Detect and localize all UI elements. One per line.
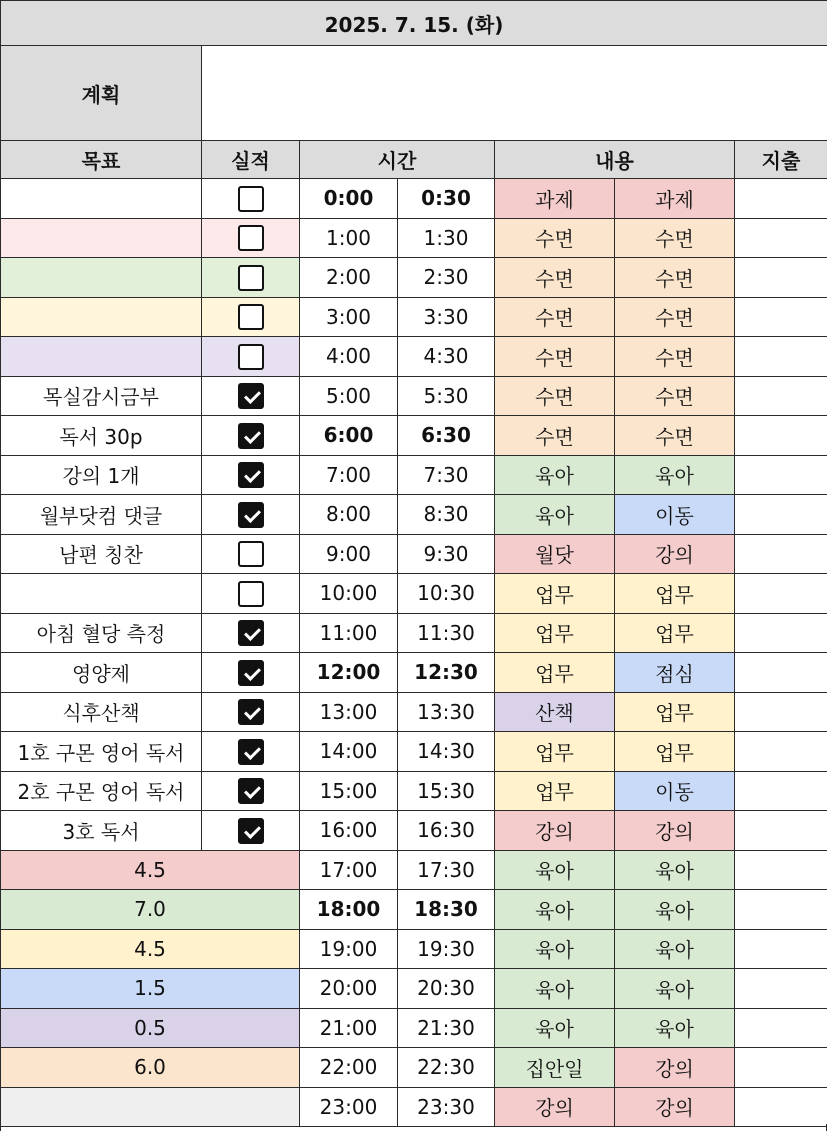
header-content: 내용 <box>495 141 735 179</box>
time-half: 19:30 <box>398 929 495 969</box>
time-start: 7:00 <box>300 455 398 495</box>
expense-cell[interactable] <box>735 258 827 298</box>
goal-cell[interactable]: 3호 독서 <box>1 811 202 851</box>
content-second-half[interactable]: 과제 <box>615 179 735 219</box>
content-second-half[interactable]: 이동 <box>615 771 735 811</box>
result-cell <box>202 574 300 614</box>
time-start: 6:00 <box>300 416 398 456</box>
time-start: 10:00 <box>300 574 398 614</box>
time-half: 15:30 <box>398 771 495 811</box>
expense-cell[interactable] <box>735 534 827 574</box>
category-total <box>1 1087 300 1127</box>
expense-cell[interactable] <box>735 297 827 337</box>
content-second-half[interactable]: 강의 <box>615 811 735 851</box>
checked-checkbox[interactable] <box>238 818 264 844</box>
goal-cell[interactable] <box>1 297 202 337</box>
time-half: 8:30 <box>398 495 495 535</box>
content-second-half[interactable]: 수면 <box>615 258 735 298</box>
time-start: 4:00 <box>300 337 398 377</box>
result-cell <box>202 179 300 219</box>
table-row <box>1 811 827 851</box>
time-half: 6:30 <box>398 416 495 456</box>
content-second-half[interactable]: 육아 <box>615 969 735 1009</box>
content-first-half[interactable]: 업무 <box>495 613 615 653</box>
result-cell <box>202 771 300 811</box>
unchecked-checkbox[interactable] <box>238 581 264 607</box>
category-total: 0.5 <box>1 1008 300 1048</box>
time-start: 15:00 <box>300 771 398 811</box>
goal-cell[interactable]: 1호 구몬 영어 독서 <box>1 732 202 772</box>
content-second-half[interactable]: 점심 <box>615 653 735 693</box>
expense-cell[interactable] <box>735 929 827 969</box>
content-first-half[interactable]: 산책 <box>495 692 615 732</box>
result-cell <box>202 495 300 535</box>
table-row <box>1 297 827 337</box>
expense-cell[interactable] <box>735 179 827 219</box>
time-start: 18:00 <box>300 890 398 930</box>
content-first-half[interactable]: 수면 <box>495 376 615 416</box>
time-half: 3:30 <box>398 297 495 337</box>
time-half: 14:30 <box>398 732 495 772</box>
time-start: 13:00 <box>300 692 398 732</box>
time-start: 9:00 <box>300 534 398 574</box>
content-first-half[interactable]: 수면 <box>495 337 615 377</box>
time-start: 11:00 <box>300 613 398 653</box>
content-first-half[interactable]: 강의 <box>495 811 615 851</box>
time-start: 0:00 <box>300 179 398 219</box>
result-cell <box>202 258 300 298</box>
result-cell <box>202 376 300 416</box>
expense-cell[interactable] <box>735 495 827 535</box>
result-cell <box>202 653 300 693</box>
content-second-half[interactable]: 강의 <box>615 534 735 574</box>
content-first-half[interactable]: 업무 <box>495 574 615 614</box>
goal-cell[interactable]: 월부닷컴 댓글 <box>1 495 202 535</box>
expense-cell[interactable] <box>735 1048 827 1088</box>
content-first-half[interactable]: 육아 <box>495 850 615 890</box>
content-second-half[interactable]: 업무 <box>615 692 735 732</box>
table-row <box>1 692 827 732</box>
content-second-half[interactable]: 육아 <box>615 1008 735 1048</box>
content-second-half[interactable]: 업무 <box>615 574 735 614</box>
table-row <box>1 771 827 811</box>
unchecked-checkbox[interactable] <box>238 344 264 370</box>
expense-cell[interactable] <box>735 969 827 1009</box>
goal-cell[interactable]: 독서 30p <box>1 416 202 456</box>
expense-cell[interactable] <box>735 455 827 495</box>
table-row <box>1 337 827 377</box>
table-row <box>1 416 827 456</box>
time-half: 12:30 <box>398 653 495 693</box>
goal-cell[interactable]: 남편 칭찬 <box>1 534 202 574</box>
content-first-half[interactable]: 수면 <box>495 218 615 258</box>
checked-checkbox[interactable] <box>238 699 264 725</box>
time-half: 1:30 <box>398 218 495 258</box>
result-cell <box>202 732 300 772</box>
content-first-half[interactable]: 월닷 <box>495 534 615 574</box>
content-second-half[interactable]: 육아 <box>615 929 735 969</box>
time-start: 14:00 <box>300 732 398 772</box>
time-half: 4:30 <box>398 337 495 377</box>
time-half: 5:30 <box>398 376 495 416</box>
time-half: 7:30 <box>398 455 495 495</box>
goal-cell[interactable]: 아침 혈당 측정 <box>1 613 202 653</box>
time-start: 12:00 <box>300 653 398 693</box>
content-first-half[interactable]: 과제 <box>495 179 615 219</box>
goal-cell[interactable] <box>1 337 202 377</box>
time-half: 10:30 <box>398 574 495 614</box>
plan-label: 계획 <box>1 46 202 141</box>
expense-cell[interactable] <box>735 613 827 653</box>
time-half: 21:30 <box>398 1008 495 1048</box>
checked-checkbox[interactable] <box>238 423 264 449</box>
result-cell <box>202 692 300 732</box>
content-first-half[interactable]: 업무 <box>495 771 615 811</box>
content-second-half[interactable]: 수면 <box>615 337 735 377</box>
result-cell <box>202 218 300 258</box>
table-row <box>1 534 827 574</box>
result-cell <box>202 455 300 495</box>
content-first-half[interactable]: 수면 <box>495 416 615 456</box>
content-second-half[interactable]: 업무 <box>615 732 735 772</box>
table-row <box>1 495 827 535</box>
category-total: 1.5 <box>1 969 300 1009</box>
time-half: 17:30 <box>398 850 495 890</box>
checked-checkbox[interactable] <box>238 383 264 409</box>
goal-cell[interactable] <box>1 218 202 258</box>
result-cell <box>202 337 300 377</box>
expense-cell[interactable] <box>735 692 827 732</box>
time-start: 23:00 <box>300 1087 398 1127</box>
time-start: 2:00 <box>300 258 398 298</box>
time-start: 19:00 <box>300 929 398 969</box>
unchecked-checkbox[interactable] <box>238 225 264 251</box>
table-row <box>1 455 827 495</box>
content-second-half[interactable]: 육아 <box>615 455 735 495</box>
category-total: 6.0 <box>1 1048 300 1088</box>
header-result: 실적 <box>202 141 300 179</box>
summary-row <box>1 890 827 930</box>
table-row <box>1 574 827 614</box>
content-first-half[interactable]: 육아 <box>495 969 615 1009</box>
checked-checkbox[interactable] <box>238 502 264 528</box>
expense-cell[interactable] <box>735 771 827 811</box>
table-row <box>1 653 827 693</box>
content-second-half[interactable]: 수면 <box>615 218 735 258</box>
content-first-half[interactable]: 육아 <box>495 455 615 495</box>
table-row <box>1 732 827 772</box>
table-row <box>1 179 827 219</box>
table-row <box>1 258 827 298</box>
goal-cell[interactable]: 강의 1개 <box>1 455 202 495</box>
checked-checkbox[interactable] <box>238 739 264 765</box>
expense-cell[interactable] <box>735 850 827 890</box>
checked-checkbox[interactable] <box>238 620 264 646</box>
time-start: 16:00 <box>300 811 398 851</box>
expense-cell[interactable] <box>735 1087 827 1127</box>
header-time: 시간 <box>300 141 495 179</box>
content-second-half[interactable]: 업무 <box>615 613 735 653</box>
summary-row <box>1 1048 827 1088</box>
goal-cell[interactable] <box>1 179 202 219</box>
result-cell <box>202 811 300 851</box>
category-total: 7.0 <box>1 890 300 930</box>
expense-cell[interactable] <box>735 574 827 614</box>
content-second-half[interactable]: 강의 <box>615 1048 735 1088</box>
result-cell <box>202 416 300 456</box>
time-half: 18:30 <box>398 890 495 930</box>
expense-cell[interactable] <box>735 732 827 772</box>
time-half: 23:30 <box>398 1087 495 1127</box>
expense-cell[interactable] <box>735 890 827 930</box>
goal-cell[interactable]: 2호 구몬 영어 독서 <box>1 771 202 811</box>
time-start: 8:00 <box>300 495 398 535</box>
time-half: 0:30 <box>398 179 495 219</box>
expense-cell[interactable] <box>735 337 827 377</box>
content-first-half[interactable]: 수면 <box>495 258 615 298</box>
table-row <box>1 218 827 258</box>
content-second-half[interactable]: 육아 <box>615 850 735 890</box>
plan-content[interactable] <box>202 46 827 141</box>
content-second-half[interactable]: 수면 <box>615 376 735 416</box>
table-row <box>1 613 827 653</box>
content-first-half[interactable]: 강의 <box>495 1087 615 1127</box>
bottom-edge <box>0 1124 827 1131</box>
summary-row <box>1 1087 827 1127</box>
time-start: 3:00 <box>300 297 398 337</box>
time-half: 9:30 <box>398 534 495 574</box>
expense-cell[interactable] <box>735 376 827 416</box>
unchecked-checkbox[interactable] <box>238 265 264 291</box>
time-half: 13:30 <box>398 692 495 732</box>
header-expense: 지출 <box>735 141 827 179</box>
content-second-half[interactable]: 수면 <box>615 416 735 456</box>
checked-checkbox[interactable] <box>238 462 264 488</box>
category-total: 4.5 <box>1 929 300 969</box>
time-half: 16:30 <box>398 811 495 851</box>
goal-cell[interactable] <box>1 574 202 614</box>
content-first-half[interactable]: 육아 <box>495 929 615 969</box>
time-start: 20:00 <box>300 969 398 1009</box>
content-first-half[interactable]: 육아 <box>495 495 615 535</box>
content-second-half[interactable]: 육아 <box>615 890 735 930</box>
time-half: 11:30 <box>398 613 495 653</box>
content-first-half[interactable]: 업무 <box>495 732 615 772</box>
summary-row <box>1 929 827 969</box>
result-cell <box>202 534 300 574</box>
expense-cell[interactable] <box>735 811 827 851</box>
date-title: 2025. 7. 15. (화) <box>1 1 827 46</box>
content-first-half[interactable]: 육아 <box>495 1008 615 1048</box>
summary-row <box>1 969 827 1009</box>
content-first-half[interactable]: 육아 <box>495 890 615 930</box>
content-first-half[interactable]: 업무 <box>495 653 615 693</box>
content-first-half[interactable]: 수면 <box>495 297 615 337</box>
unchecked-checkbox[interactable] <box>238 541 264 567</box>
expense-cell[interactable] <box>735 218 827 258</box>
category-total: 4.5 <box>1 850 300 890</box>
content-first-half[interactable]: 집안일 <box>495 1048 615 1088</box>
unchecked-checkbox[interactable] <box>238 304 264 330</box>
expense-cell[interactable] <box>735 416 827 456</box>
time-start: 1:00 <box>300 218 398 258</box>
header-goal: 목표 <box>1 141 202 179</box>
goal-cell[interactable] <box>1 258 202 298</box>
content-second-half[interactable]: 이동 <box>615 495 735 535</box>
time-start: 21:00 <box>300 1008 398 1048</box>
goal-cell[interactable]: 영양제 <box>1 653 202 693</box>
time-half: 2:30 <box>398 258 495 298</box>
summary-row <box>1 1008 827 1048</box>
time-half: 20:30 <box>398 969 495 1009</box>
summary-row <box>1 850 827 890</box>
goal-cell[interactable]: 목실감시금부 <box>1 376 202 416</box>
goal-cell[interactable]: 식후산책 <box>1 692 202 732</box>
checked-checkbox[interactable] <box>238 778 264 804</box>
time-start: 17:00 <box>300 850 398 890</box>
result-cell <box>202 297 300 337</box>
unchecked-checkbox[interactable] <box>238 186 264 212</box>
result-cell <box>202 613 300 653</box>
time-start: 5:00 <box>300 376 398 416</box>
expense-cell[interactable] <box>735 653 827 693</box>
content-second-half[interactable]: 강의 <box>615 1087 735 1127</box>
checked-checkbox[interactable] <box>238 660 264 686</box>
time-half: 22:30 <box>398 1048 495 1088</box>
content-second-half[interactable]: 수면 <box>615 297 735 337</box>
time-start: 22:00 <box>300 1048 398 1088</box>
table-row <box>1 376 827 416</box>
expense-cell[interactable] <box>735 1008 827 1048</box>
